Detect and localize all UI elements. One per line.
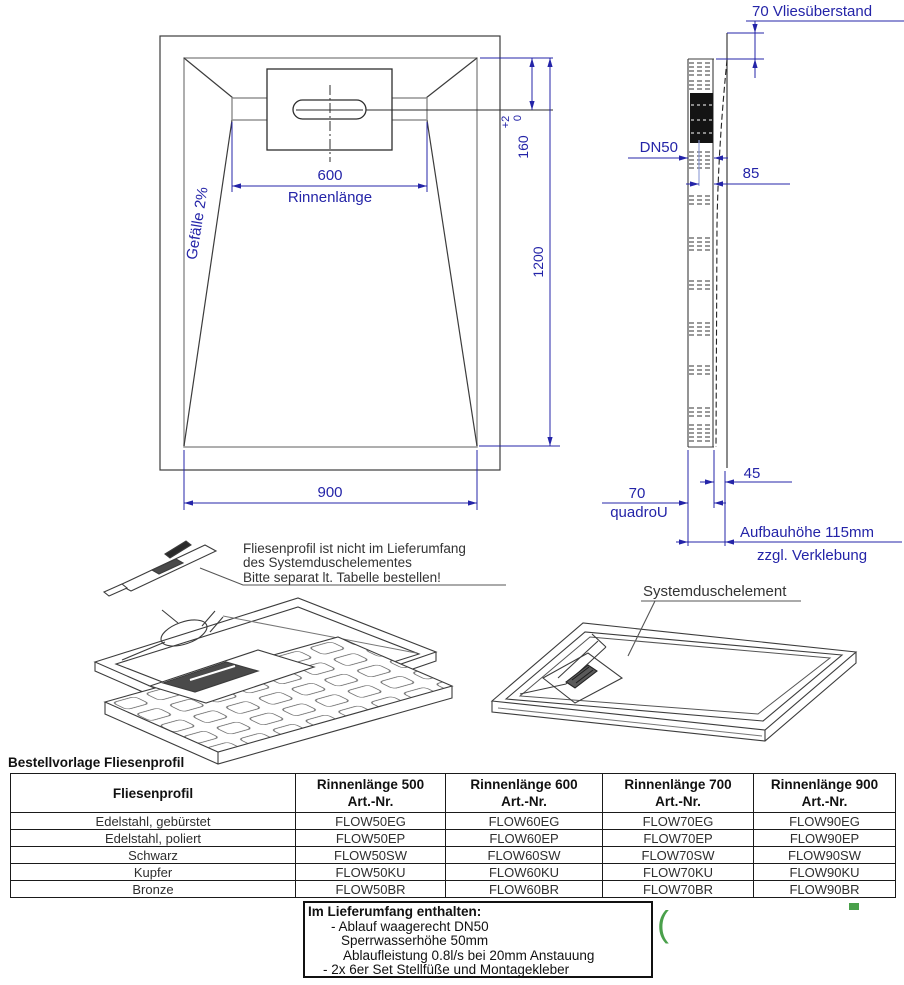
assembled-label: Systemduschelement — [643, 583, 787, 600]
header-line: Rinnenlänge 700 — [624, 777, 732, 792]
dim-tolerance-zero: 0 — [512, 114, 524, 122]
plan-view — [160, 36, 560, 510]
header-col-900 — [754, 774, 896, 813]
cell-artnr: FLOW50SW — [296, 847, 446, 864]
cell-artnr: FLOW70EG — [603, 813, 754, 830]
dim-45: 45 — [743, 465, 761, 482]
scope-item-2: Sperrwasserhöhe 50mm — [341, 933, 489, 949]
system-name-label: quadroU — [610, 504, 668, 521]
scope-item-1: - Ablauf waagerecht DN50 — [331, 918, 489, 934]
scope-title: Im Lieferumfang enthalten: — [308, 904, 482, 919]
cell-artnr: FLOW60EP — [446, 830, 603, 847]
build-height-label: Aufbauhöhe 115mm — [740, 524, 874, 541]
cell-artnr: FLOW70SW — [603, 847, 754, 864]
cell-profile: Edelstahl, poliert — [11, 830, 296, 847]
cell-artnr: FLOW70KU — [603, 864, 754, 881]
header-line: Art.-Nr. — [501, 794, 547, 809]
header-line: Art.-Nr. — [801, 794, 848, 809]
note-line-3: Bitte separat lt. Tabelle bestellen! — [243, 570, 441, 585]
dim-channel-length-label: Rinnenlänge — [287, 189, 373, 206]
green-square-mark — [849, 903, 859, 910]
dim-channel-length-value: 600 — [317, 167, 343, 184]
note-line-2: des Systemduschelementes — [243, 555, 412, 570]
cell-artnr: FLOW90SW — [754, 847, 896, 864]
section-view — [602, 3, 904, 564]
header-profile: Fliesenprofil — [11, 774, 296, 813]
cell-artnr: FLOW50EG — [296, 813, 446, 830]
dim-tolerance-plus: +2 — [500, 115, 512, 129]
cell-profile: Bronze — [11, 881, 296, 898]
table-header-row — [11, 774, 896, 813]
table-row — [11, 864, 896, 881]
table-row — [11, 830, 896, 847]
cell-artnr: FLOW70BR — [603, 881, 754, 898]
cell-artnr: FLOW90EG — [754, 813, 896, 830]
header-line: Art.-Nr. — [347, 794, 394, 809]
cell-profile: Schwarz — [11, 847, 296, 864]
cell-artnr: FLOW90KU — [754, 864, 896, 881]
drain-size-label: DN50 — [639, 139, 678, 156]
scope-item-3: Ablaufleistung 0.8l/s bei 20mm Anstauung — [343, 947, 595, 963]
fleece-overhang-label: 70 Vliesüberstand — [752, 3, 873, 20]
scope-item-4: - 2x 6er Set Stellfüße und Montagekleber — [323, 962, 570, 978]
cell-artnr: FLOW50KU — [296, 864, 446, 881]
cell-artnr: FLOW60KU — [446, 864, 603, 881]
header-line: Rinnenlänge 900 — [770, 777, 879, 792]
cell-profile: Edelstahl, gebürstet — [11, 813, 296, 830]
table-row — [11, 847, 896, 864]
dim-offset-160: 160 — [515, 135, 531, 159]
section-slope-dashed — [716, 60, 727, 447]
dim-length-1200: 1200 — [530, 246, 546, 278]
table-row — [11, 813, 896, 830]
dim-width-900: 900 — [317, 484, 343, 501]
green-paren-mark: ( — [657, 903, 669, 944]
table-row — [11, 881, 896, 898]
assembled-view — [492, 583, 856, 741]
dim-70: 70 — [628, 485, 646, 502]
cell-profile: Kupfer — [11, 864, 296, 881]
cell-artnr: FLOW90EP — [754, 830, 896, 847]
header-col-700 — [603, 774, 754, 813]
header-line: Rinnenlänge 600 — [470, 777, 578, 792]
exploded-view — [95, 541, 506, 764]
slope-label: Gefälle 2% — [183, 185, 212, 261]
scope-of-delivery-box — [303, 901, 653, 978]
header-line: Rinnenlänge 500 — [316, 777, 425, 792]
cell-artnr: FLOW50BR — [296, 881, 446, 898]
header-line: Art.-Nr. — [655, 794, 701, 809]
cell-artnr: FLOW70EP — [603, 830, 754, 847]
cell-artnr: FLOW60SW — [446, 847, 603, 864]
dim-85: 85 — [742, 165, 760, 182]
cell-artnr: FLOW60BR — [446, 881, 603, 898]
build-height-note: zzgl. Verklebung — [757, 547, 868, 564]
section-drain-body — [690, 93, 713, 143]
order-table — [10, 773, 896, 898]
order-table-title: Bestellvorlage Fliesenprofil — [8, 755, 185, 770]
cell-artnr: FLOW60EG — [446, 813, 603, 830]
cell-artnr: FLOW50EP — [296, 830, 446, 847]
header-col-500 — [296, 774, 446, 813]
cell-artnr: FLOW90BR — [754, 881, 896, 898]
header-col-600 — [446, 774, 603, 813]
note-line-1: Fliesenprofil ist nicht im Lieferumfang — [243, 541, 466, 556]
